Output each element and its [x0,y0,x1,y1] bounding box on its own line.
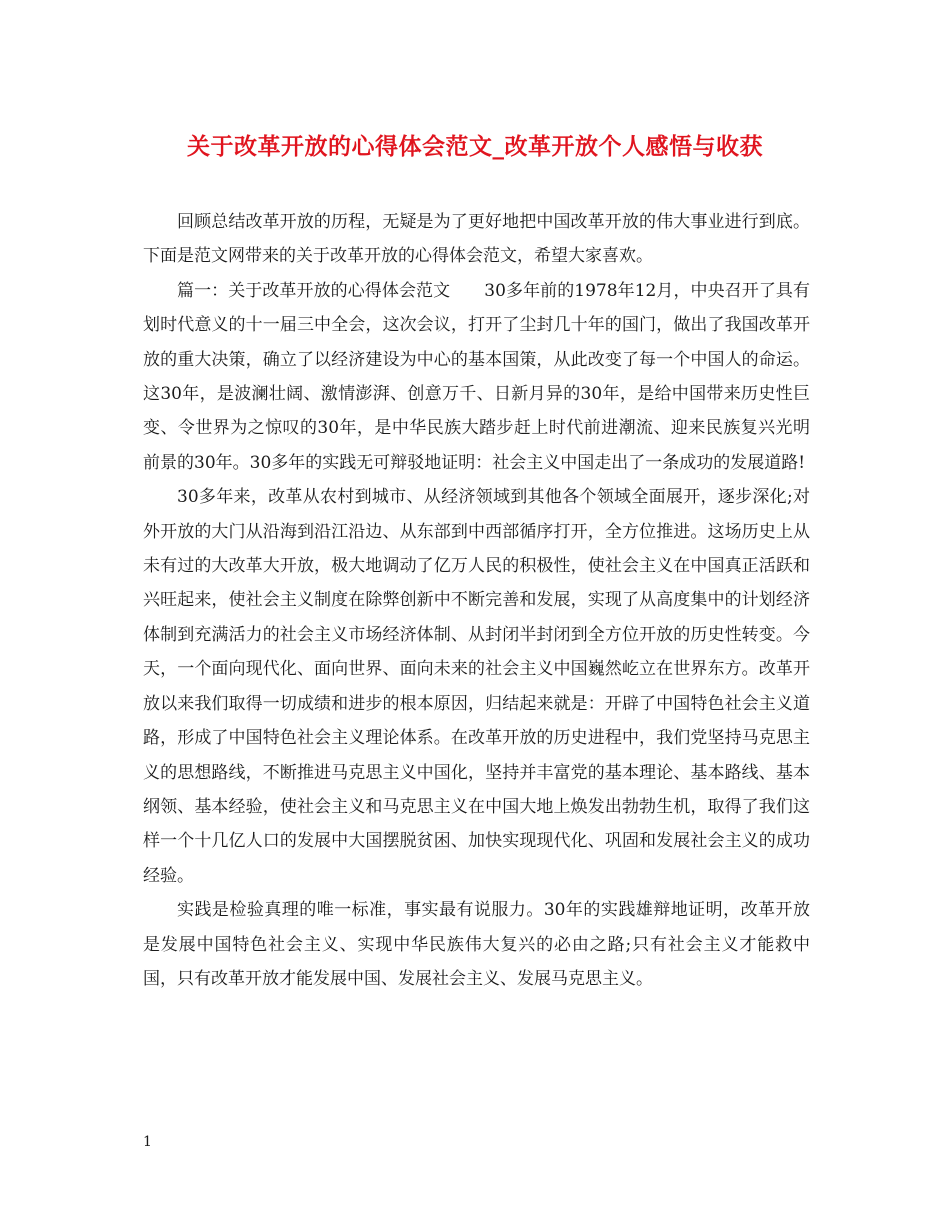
paragraph-practice: 实践是检验真理的唯一标准，事实最有说服力。30年的实践雄辩地证明，改革开放是发展中国特色社会主义、实现中华民族伟大复兴的必由之路;只有社会主义才能救中国，只有改革开放才能发展中国、发展社会主义、发展马克思主义。 [143,900,810,989]
document-title: 关于改革开放的心得体会范文_改革开放个人感悟与收获 [187,133,763,160]
paragraph-intro: 回顾总结改革开放的历程，无疑是为了更好地把中国改革开放的伟大事业进行到底。下面是范文网带来的关于改革开放的心得体会范文，希望大家喜欢。 [143,212,810,267]
paragraph-thirty-years: 30多年来，改革从农村到城市、从经济领域到其他各个领域全面展开，逐步深化;对外开放的大门从沿海到沿江沿边、从东部到中西部循序打开，全方位推进。这场历史上从未有过的大改革大开放，极大地调动了亿万人民的积极性，使社会主义在中国真正活跃和兴旺起来，使社会主义制度在除弊创新中不断完善和发展，实现了从高度集中的计划经济体制到充满活力的社会主义市场经济体制、从封闭半封闭到全方位开放的历史性转变。今天，一个面向现代化、面向世界、面向未来的社会主义中国巍然屹立在世界东方。改革开放以来我们取得一切成绩和进步的根本原因，归结起来就是：开辟了中国特色社会主义道路，形成了中国特色社会主义理论体系。在改革开放的历史进程中，我们党坚持马克思主义的思想路线，不断推进马克思主义中国化，坚持并丰富党的基本理论、基本路线、基本纲领、基本经验，使社会主义和马克思主义在中国大地上焕发出勃勃生机，取得了我们这样一个十几亿人口的发展中大国摆脱贫困、加快实现现代化、巩固和发展社会主义的成功经验。 [143,487,810,886]
paragraph-section-one: 篇一：关于改革开放的心得体会范文 30多年前的1978年12月，中央召开了具有划时代意义的十一届三中全会，这次会议，打开了尘封几十年的国门，做出了我国改革开放的重大决策，确立了以经济建设为中心的基本国策，从此改变了每一个中国人的命运。这30年，是波澜壮阔、激情澎湃、创意万千、日新月异的30年，是给中国带来历史性巨变、令世界为之惊叹的30年，是中华民族大踏步赶上时代前进潮流、迎来民族复兴光明前景的30年。30多年的实践无可辩驳地证明：社会主义中国走出了一条成功的发展道路! [143,280,810,473]
document-body [143,205,810,996]
page-number: 1 [143,1134,152,1150]
